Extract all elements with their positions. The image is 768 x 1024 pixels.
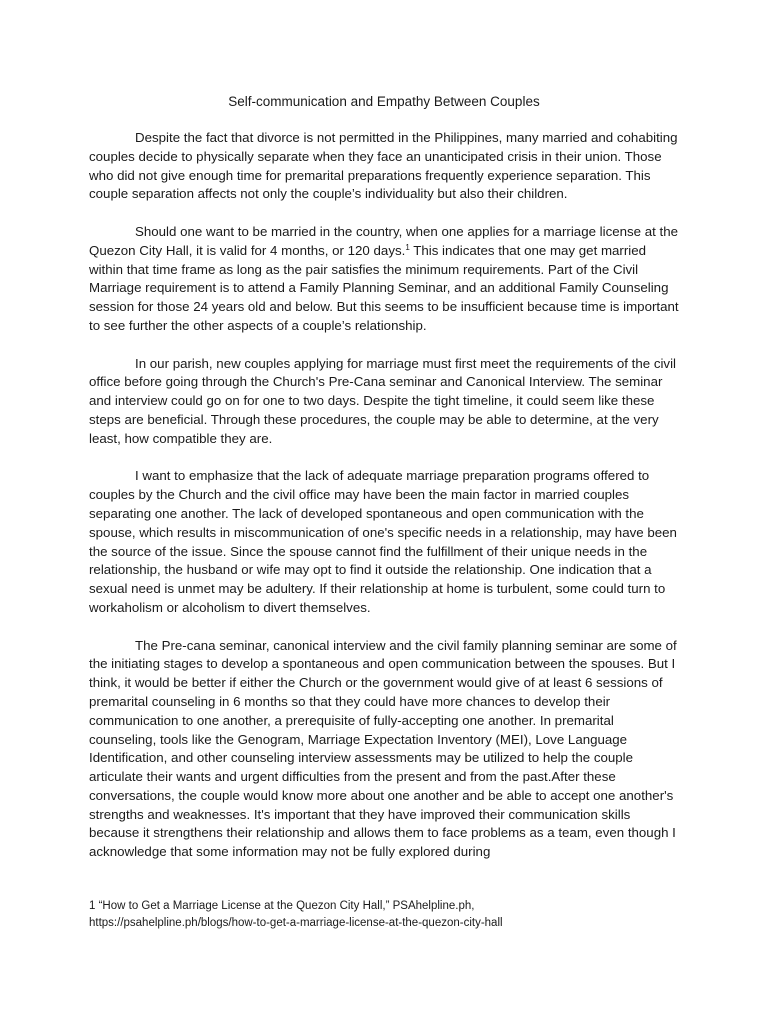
footnote-reference-marker: 1 [405,242,410,252]
document-title: Self-communication and Empathy Between Couples [228,94,540,109]
paragraph-divorce-context: Despite the fact that divorce is not permitted in the Philippines, many married and cohabiting couples decide to physically separate when they face an unanticipated crisis in their union. Those who did not give enough time for premarital preparations frequently experience separation. This couple separation affects not only the couple’s individuality but also their children. [89,130,678,202]
paragraph-marriage-license-rest: This indicates that one may get married within that time frame as long as the pair satisfies the minimum requirements. Part of the Civil Marriage requirement is to attend a Family Planning Seminar, and an additional Family Counseling session for those 24 years old and below. But this seems to be insufficient because time is important to see further the other aspects of a couple’s relationship. [89,242,679,333]
footnotes-section [89,898,683,932]
paragraph-lack-of-preparation: I want to emphasize that the lack of adequate marriage preparation programs offered to couples by the Church and the civil office may have been the main factor in married couples separating one another. The lack of developed spontaneous and open communication with the spouse, which results in miscommunication of one's specific needs in a relationship, may have been the source of the issue. Since the spouse cannot find the fulfillment of their unique needs in the relationship, the husband or wife may opt to find it outside the relationship. One indication that a sexual need is unmet may be adultery. If their relationship at home is turbulent, some could turn to workaholism or alcoholism to divert themselves. [89,468,677,615]
paragraph-marriage-license-lead: Should one want to be married in the country, when one applies for a marriage license at the Quezon City Hall, it is valid for 4 months, or 120 days. [89,223,679,258]
paragraph-marriage-license [89,223,683,336]
footnote-citation: 1 “How to Get a Marriage License at the Quezon City Hall,” PSAhelpline.ph, [89,900,475,912]
footnote-url: https://psahelpline.ph/blogs/how-to-get-a-marriage-license-at-the-quezon-city-hall [89,917,503,929]
paragraph-premarital-counseling: The Pre-cana seminar, canonical interview and the civil family planning seminar are some of the initiating stages to develop a spontaneous and open communication between the spouses. But I think, it would be better if either the Church or the government would give of at least 6 sessions of premarital counseling in 6 months so that they could have more chances to develop their communication to one another, a prerequisite of fully-accepting one another. In premarital counseling, tools like the Genogram, Marriage Expectation Inventory (MEI), Love Language Identification, and other counseling interview assessments may be utilized to help the couple articulate their wants and urgent difficulties from the present and from the past.After these conversations, the couple would know more about one another and be able to accept one another's strengths and weaknesses. It's important that they have improved their communication skills because it strengthens their relationship and allows them to face problems as a team, even though I acknowledge that some information may not be fully explored during [89,637,677,860]
document-body [89,129,683,881]
paragraph-parish-requirements: In our parish, new couples applying for marriage must first meet the requirements of the civil office before going through the Church's Pre-Cana seminar and Canonical Interview. The seminar and interview could go on for one to two days. Despite the tight timeline, it could seem like these steps are beneficial. Through these procedures, the couple may be able to determine, at the very least, how compatible they are. [89,355,676,446]
